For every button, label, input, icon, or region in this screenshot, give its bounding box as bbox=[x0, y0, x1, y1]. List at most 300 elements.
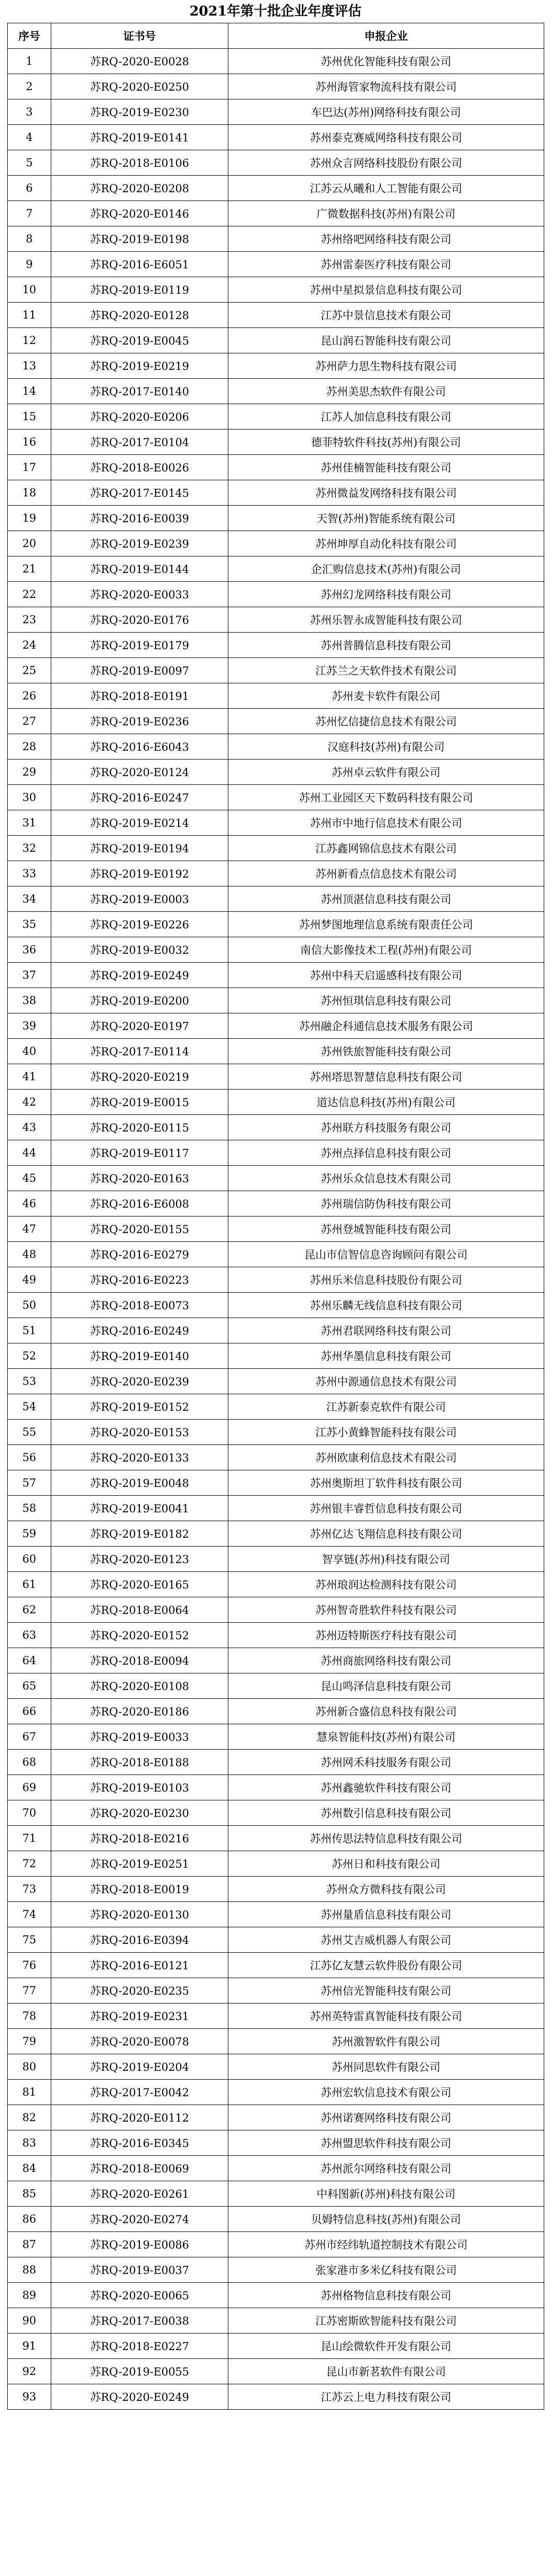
cell-index: 49 bbox=[8, 1267, 51, 1293]
table-row bbox=[8, 1115, 544, 1140]
table-row bbox=[8, 1090, 544, 1115]
table-row bbox=[8, 1217, 544, 1242]
cell-company: 苏州麦卡软件有限公司 bbox=[228, 683, 544, 709]
enterprise-table bbox=[7, 23, 544, 2410]
cell-index: 12 bbox=[8, 328, 51, 353]
table-row bbox=[8, 1927, 544, 1953]
cell-certificate: 苏RQ-2020-E0028 bbox=[51, 49, 228, 74]
cell-company: 苏州欧康利信息技术有限公司 bbox=[228, 1445, 544, 1470]
cell-index: 66 bbox=[8, 1699, 51, 1724]
cell-certificate: 苏RQ-2019-E0045 bbox=[51, 328, 228, 353]
cell-company: 江苏鑫网锦信息技术有限公司 bbox=[228, 836, 544, 861]
cell-certificate: 苏RQ-2019-E0239 bbox=[51, 531, 228, 556]
cell-certificate: 苏RQ-2020-E0219 bbox=[51, 1064, 228, 1090]
header-certificate: 证书号 bbox=[51, 23, 228, 49]
cell-certificate: 苏RQ-2020-E0230 bbox=[51, 1800, 228, 1826]
cell-certificate: 苏RQ-2019-E0055 bbox=[51, 2359, 228, 2384]
cell-company: 苏州亿达飞翔信息科技有限公司 bbox=[228, 1521, 544, 1547]
cell-index: 4 bbox=[8, 125, 51, 150]
table-row bbox=[8, 1013, 544, 1039]
cell-index: 68 bbox=[8, 1750, 51, 1775]
table-row bbox=[8, 1470, 544, 1496]
cell-index: 76 bbox=[8, 1953, 51, 1978]
table-row bbox=[8, 1673, 544, 1699]
cell-company: 苏州忆信捷信息技术有限公司 bbox=[228, 709, 544, 734]
table-row bbox=[8, 886, 544, 912]
cell-company: 中科图新(苏州)科技有限公司 bbox=[228, 2181, 544, 2207]
cell-certificate: 苏RQ-2016-E0247 bbox=[51, 785, 228, 810]
cell-index: 13 bbox=[8, 353, 51, 379]
header-company: 申报企业 bbox=[228, 23, 544, 49]
cell-index: 43 bbox=[8, 1115, 51, 1140]
cell-company: 苏州众言网络科技股份有限公司 bbox=[228, 150, 544, 176]
table-row bbox=[8, 2003, 544, 2029]
cell-company: 车巴达(苏州)网络科技有限公司 bbox=[228, 99, 544, 125]
cell-company: 江苏中景信息技术有限公司 bbox=[228, 303, 544, 328]
cell-company: 苏州乐众信息技术有限公司 bbox=[228, 1166, 544, 1191]
cell-company: 苏州同思软件有限公司 bbox=[228, 2054, 544, 2080]
cell-certificate: 苏RQ-2020-E0208 bbox=[51, 176, 228, 201]
cell-company: 南信大影像技术工程(苏州)有限公司 bbox=[228, 937, 544, 963]
cell-company: 江苏新泰克软件有限公司 bbox=[228, 1394, 544, 1420]
table-row bbox=[8, 2130, 544, 2156]
table-row bbox=[8, 455, 544, 480]
cell-index: 83 bbox=[8, 2130, 51, 2156]
table-row bbox=[8, 836, 544, 861]
cell-certificate: 苏RQ-2019-E0230 bbox=[51, 99, 228, 125]
cell-index: 61 bbox=[8, 1572, 51, 1597]
cell-company: 慧泉智能科技(苏州)有限公司 bbox=[228, 1724, 544, 1750]
cell-index: 52 bbox=[8, 1343, 51, 1369]
table-row bbox=[8, 1166, 544, 1191]
cell-company: 苏州工业园区天下数码科技有限公司 bbox=[228, 785, 544, 810]
cell-certificate: 苏RQ-2020-E0152 bbox=[51, 1623, 228, 1648]
table-row bbox=[8, 1140, 544, 1166]
cell-index: 30 bbox=[8, 785, 51, 810]
cell-company: 昆山润石智能科技有限公司 bbox=[228, 328, 544, 353]
cell-certificate: 苏RQ-2019-E0179 bbox=[51, 633, 228, 658]
cell-certificate: 苏RQ-2016-E0039 bbox=[51, 506, 228, 531]
cell-certificate: 苏RQ-2019-E0103 bbox=[51, 1775, 228, 1800]
cell-company: 苏州塔思智慧信息科技有限公司 bbox=[228, 1064, 544, 1090]
cell-company: 江苏云从曦和人工智能有限公司 bbox=[228, 176, 544, 201]
cell-company: 汉庭科技(苏州)有限公司 bbox=[228, 734, 544, 760]
cell-index: 34 bbox=[8, 886, 51, 912]
cell-company: 江苏兰之天软件技术有限公司 bbox=[228, 658, 544, 683]
cell-index: 33 bbox=[8, 861, 51, 886]
table-row bbox=[8, 861, 544, 886]
cell-index: 42 bbox=[8, 1090, 51, 1115]
cell-index: 85 bbox=[8, 2181, 51, 2207]
cell-certificate: 苏RQ-2017-E0145 bbox=[51, 480, 228, 506]
table-row bbox=[8, 2283, 544, 2308]
cell-index: 27 bbox=[8, 709, 51, 734]
table-row bbox=[8, 556, 544, 582]
cell-company: 苏州盟思软件科技有限公司 bbox=[228, 2130, 544, 2156]
cell-company: 江苏人加信息科技有限公司 bbox=[228, 404, 544, 430]
cell-certificate: 苏RQ-2020-E0249 bbox=[51, 2384, 228, 2410]
cell-index: 50 bbox=[8, 1293, 51, 1318]
cell-certificate: 苏RQ-2019-E0119 bbox=[51, 277, 228, 303]
cell-index: 48 bbox=[8, 1242, 51, 1267]
cell-certificate: 苏RQ-2019-E0144 bbox=[51, 556, 228, 582]
table-row bbox=[8, 353, 544, 379]
cell-index: 3 bbox=[8, 99, 51, 125]
cell-company: 苏州新看点信息技术有限公司 bbox=[228, 861, 544, 886]
cell-company: 苏州普腾信息科技有限公司 bbox=[228, 633, 544, 658]
cell-index: 9 bbox=[8, 252, 51, 277]
cell-certificate: 苏RQ-2020-E0186 bbox=[51, 1699, 228, 1724]
cell-certificate: 苏RQ-2019-E0141 bbox=[51, 125, 228, 150]
table-row bbox=[8, 1851, 544, 1877]
cell-company: 苏州梦图地理信息系统有限责任公司 bbox=[228, 912, 544, 937]
table-row bbox=[8, 1724, 544, 1750]
cell-index: 55 bbox=[8, 1420, 51, 1445]
table-row bbox=[8, 2080, 544, 2105]
cell-index: 5 bbox=[8, 150, 51, 176]
table-row bbox=[8, 379, 544, 404]
cell-company: 苏州点择信息科技有限公司 bbox=[228, 1140, 544, 1166]
table-row bbox=[8, 1293, 544, 1318]
cell-company: 苏州华墨信息科技有限公司 bbox=[228, 1343, 544, 1369]
cell-certificate: 苏RQ-2020-E0274 bbox=[51, 2207, 228, 2232]
cell-certificate: 苏RQ-2018-E0019 bbox=[51, 1877, 228, 1902]
table-row bbox=[8, 1267, 544, 1293]
cell-index: 84 bbox=[8, 2156, 51, 2181]
cell-index: 79 bbox=[8, 2029, 51, 2054]
cell-index: 32 bbox=[8, 836, 51, 861]
cell-index: 93 bbox=[8, 2384, 51, 2410]
cell-index: 6 bbox=[8, 176, 51, 201]
cell-index: 86 bbox=[8, 2207, 51, 2232]
cell-certificate: 苏RQ-2019-E0226 bbox=[51, 912, 228, 937]
cell-index: 28 bbox=[8, 734, 51, 760]
table-row bbox=[8, 1699, 544, 1724]
cell-certificate: 苏RQ-2020-E0124 bbox=[51, 760, 228, 785]
table-row bbox=[8, 633, 544, 658]
table-row bbox=[8, 1953, 544, 1978]
cell-certificate: 苏RQ-2019-E0041 bbox=[51, 1496, 228, 1521]
cell-company: 苏州诺赛网络科技有限公司 bbox=[228, 2105, 544, 2130]
cell-index: 47 bbox=[8, 1217, 51, 1242]
cell-certificate: 苏RQ-2019-E0015 bbox=[51, 1090, 228, 1115]
cell-index: 72 bbox=[8, 1851, 51, 1877]
cell-index: 35 bbox=[8, 912, 51, 937]
cell-index: 87 bbox=[8, 2232, 51, 2257]
cell-certificate: 苏RQ-2020-E0206 bbox=[51, 404, 228, 430]
cell-company: 苏州中科天启遥感科技有限公司 bbox=[228, 963, 544, 988]
cell-company: 苏州恒琪信息科技有限公司 bbox=[228, 988, 544, 1013]
cell-certificate: 苏RQ-2016-E6008 bbox=[51, 1191, 228, 1217]
cell-index: 31 bbox=[8, 810, 51, 836]
cell-company: 苏州坤厚自动化科技有限公司 bbox=[228, 531, 544, 556]
cell-company: 苏州市经纬轨道控制技术有限公司 bbox=[228, 2232, 544, 2257]
cell-certificate: 苏RQ-2020-E0250 bbox=[51, 74, 228, 99]
table-row bbox=[8, 1800, 544, 1826]
cell-certificate: 苏RQ-2020-E0065 bbox=[51, 2283, 228, 2308]
cell-certificate: 苏RQ-2018-E0069 bbox=[51, 2156, 228, 2181]
cell-certificate: 苏RQ-2020-E0108 bbox=[51, 1673, 228, 1699]
cell-index: 71 bbox=[8, 1826, 51, 1851]
cell-certificate: 苏RQ-2020-E0033 bbox=[51, 582, 228, 607]
cell-index: 37 bbox=[8, 963, 51, 988]
cell-index: 69 bbox=[8, 1775, 51, 1800]
table-row bbox=[8, 1343, 544, 1369]
cell-certificate: 苏RQ-2019-E0231 bbox=[51, 2003, 228, 2029]
cell-certificate: 苏RQ-2020-E0235 bbox=[51, 1978, 228, 2003]
cell-certificate: 苏RQ-2020-E0130 bbox=[51, 1902, 228, 1927]
cell-index: 54 bbox=[8, 1394, 51, 1420]
cell-certificate: 苏RQ-2019-E0037 bbox=[51, 2257, 228, 2283]
cell-index: 63 bbox=[8, 1623, 51, 1648]
cell-company: 苏州乐智永成智能科技有限公司 bbox=[228, 607, 544, 633]
cell-index: 29 bbox=[8, 760, 51, 785]
cell-company: 苏州网禾科技服务有限公司 bbox=[228, 1750, 544, 1775]
table-row bbox=[8, 99, 544, 125]
cell-certificate: 苏RQ-2016-E0223 bbox=[51, 1267, 228, 1293]
cell-index: 10 bbox=[8, 277, 51, 303]
cell-certificate: 苏RQ-2019-E0152 bbox=[51, 1394, 228, 1420]
cell-index: 58 bbox=[8, 1496, 51, 1521]
table-row bbox=[8, 785, 544, 810]
table-row bbox=[8, 1902, 544, 1927]
cell-index: 18 bbox=[8, 480, 51, 506]
cell-certificate: 苏RQ-2018-E0026 bbox=[51, 455, 228, 480]
cell-index: 75 bbox=[8, 1927, 51, 1953]
cell-company: 贝姆特信息科技(苏州)有限公司 bbox=[228, 2207, 544, 2232]
cell-company: 苏州融企科通信息技术服务有限公司 bbox=[228, 1013, 544, 1039]
table-row bbox=[8, 1445, 544, 1470]
cell-index: 62 bbox=[8, 1597, 51, 1623]
table-row bbox=[8, 430, 544, 455]
cell-index: 77 bbox=[8, 1978, 51, 2003]
cell-certificate: 苏RQ-2018-E0227 bbox=[51, 2334, 228, 2359]
header-row bbox=[8, 23, 544, 49]
cell-company: 昆山市新茗软件有限公司 bbox=[228, 2359, 544, 2384]
cell-certificate: 苏RQ-2016-E0121 bbox=[51, 1953, 228, 1978]
cell-index: 60 bbox=[8, 1547, 51, 1572]
table-row bbox=[8, 1623, 544, 1648]
cell-company: 苏州美思杰软件有限公司 bbox=[228, 379, 544, 404]
cell-certificate: 苏RQ-2019-E0033 bbox=[51, 1724, 228, 1750]
cell-company: 江苏小黄蜂智能科技有限公司 bbox=[228, 1420, 544, 1445]
cell-index: 53 bbox=[8, 1369, 51, 1394]
cell-company: 苏州银丰睿哲信息科技有限公司 bbox=[228, 1496, 544, 1521]
table-row bbox=[8, 607, 544, 633]
cell-certificate: 苏RQ-2019-E0032 bbox=[51, 937, 228, 963]
table-row bbox=[8, 125, 544, 150]
cell-index: 14 bbox=[8, 379, 51, 404]
cell-company: 广微数据科技(苏州)有限公司 bbox=[228, 201, 544, 226]
cell-company: 苏州海管家物流科技有限公司 bbox=[228, 74, 544, 99]
cell-company: 苏州络吧网络科技有限公司 bbox=[228, 226, 544, 252]
table-row bbox=[8, 1496, 544, 1521]
cell-certificate: 苏RQ-2020-E0123 bbox=[51, 1547, 228, 1572]
cell-index: 91 bbox=[8, 2334, 51, 2359]
cell-company: 苏州传思法特信息科技有限公司 bbox=[228, 1826, 544, 1851]
table-row bbox=[8, 1191, 544, 1217]
cell-index: 92 bbox=[8, 2359, 51, 2384]
table-row bbox=[8, 2029, 544, 2054]
cell-company: 苏州数引信息科技有限公司 bbox=[228, 1800, 544, 1826]
cell-company: 企汇购信息技术(苏州)有限公司 bbox=[228, 556, 544, 582]
cell-company: 苏州卓云软件有限公司 bbox=[228, 760, 544, 785]
cell-certificate: 苏RQ-2019-E0236 bbox=[51, 709, 228, 734]
table-row bbox=[8, 1369, 544, 1394]
cell-company: 苏州顶湛信息科技有限公司 bbox=[228, 886, 544, 912]
cell-index: 67 bbox=[8, 1724, 51, 1750]
table-row bbox=[8, 810, 544, 836]
cell-certificate: 苏RQ-2017-E0114 bbox=[51, 1039, 228, 1064]
cell-certificate: 苏RQ-2019-E0249 bbox=[51, 963, 228, 988]
header-index: 序号 bbox=[8, 23, 51, 49]
cell-index: 25 bbox=[8, 658, 51, 683]
cell-certificate: 苏RQ-2017-E0042 bbox=[51, 2080, 228, 2105]
cell-certificate: 苏RQ-2019-E0117 bbox=[51, 1140, 228, 1166]
cell-company: 苏州量盾信息科技有限公司 bbox=[228, 1902, 544, 1927]
cell-company: 苏州乐米信息科技股份有限公司 bbox=[228, 1267, 544, 1293]
table-row bbox=[8, 2257, 544, 2283]
table-row bbox=[8, 1750, 544, 1775]
table-row bbox=[8, 2384, 544, 2410]
cell-index: 38 bbox=[8, 988, 51, 1013]
cell-index: 19 bbox=[8, 506, 51, 531]
evaluation-sheet bbox=[7, 0, 544, 2410]
cell-index: 80 bbox=[8, 2054, 51, 2080]
cell-certificate: 苏RQ-2020-E0146 bbox=[51, 201, 228, 226]
cell-index: 40 bbox=[8, 1039, 51, 1064]
table-row bbox=[8, 734, 544, 760]
cell-company: 苏州琅润达检测科技有限公司 bbox=[228, 1572, 544, 1597]
table-row bbox=[8, 176, 544, 201]
table-row bbox=[8, 1521, 544, 1547]
cell-company: 苏州格物信息科技有限公司 bbox=[228, 2283, 544, 2308]
cell-index: 44 bbox=[8, 1140, 51, 1166]
cell-company: 德菲特软件科技(苏州)有限公司 bbox=[228, 430, 544, 455]
table-row bbox=[8, 2359, 544, 2384]
table-row bbox=[8, 201, 544, 226]
cell-certificate: 苏RQ-2019-E0192 bbox=[51, 861, 228, 886]
cell-index: 21 bbox=[8, 556, 51, 582]
cell-company: 苏州优化智能科技有限公司 bbox=[228, 49, 544, 74]
cell-certificate: 苏RQ-2018-E0073 bbox=[51, 1293, 228, 1318]
table-row bbox=[8, 1420, 544, 1445]
table-row bbox=[8, 1572, 544, 1597]
table-row bbox=[8, 658, 544, 683]
table-row bbox=[8, 2181, 544, 2207]
cell-company: 苏州奥斯坦丁软件科技有限公司 bbox=[228, 1470, 544, 1496]
cell-index: 57 bbox=[8, 1470, 51, 1496]
cell-index: 89 bbox=[8, 2283, 51, 2308]
cell-certificate: 苏RQ-2019-E0204 bbox=[51, 2054, 228, 2080]
cell-index: 17 bbox=[8, 455, 51, 480]
table-row bbox=[8, 709, 544, 734]
cell-company: 苏州市中地行信息技术有限公司 bbox=[228, 810, 544, 836]
cell-company: 苏州泰克赛威网络科技有限公司 bbox=[228, 125, 544, 150]
cell-index: 23 bbox=[8, 607, 51, 633]
cell-company: 苏州瑞信防伪科技有限公司 bbox=[228, 1191, 544, 1217]
cell-company: 苏州艾吉威机器人有限公司 bbox=[228, 1927, 544, 1953]
cell-index: 39 bbox=[8, 1013, 51, 1039]
cell-certificate: 苏RQ-2018-E0106 bbox=[51, 150, 228, 176]
cell-certificate: 苏RQ-2019-E0140 bbox=[51, 1343, 228, 1369]
table-row bbox=[8, 1978, 544, 2003]
cell-company: 江苏云上电力科技有限公司 bbox=[228, 2384, 544, 2410]
cell-company: 苏州商旅网络科技有限公司 bbox=[228, 1648, 544, 1673]
cell-certificate: 苏RQ-2018-E0188 bbox=[51, 1750, 228, 1775]
cell-certificate: 苏RQ-2019-E0003 bbox=[51, 886, 228, 912]
cell-certificate: 苏RQ-2016-E6043 bbox=[51, 734, 228, 760]
cell-index: 65 bbox=[8, 1673, 51, 1699]
cell-company: 苏州中星拟景信息科技有限公司 bbox=[228, 277, 544, 303]
cell-company: 昆山市信智信息咨询顾问有限公司 bbox=[228, 1242, 544, 1267]
cell-index: 11 bbox=[8, 303, 51, 328]
cell-index: 56 bbox=[8, 1445, 51, 1470]
cell-company: 苏州派尔网络科技有限公司 bbox=[228, 2156, 544, 2181]
table-row bbox=[8, 2334, 544, 2359]
cell-company: 张家港市多米亿科技有限公司 bbox=[228, 2257, 544, 2283]
cell-index: 51 bbox=[8, 1318, 51, 1343]
cell-company: 苏州中源通信息技术有限公司 bbox=[228, 1369, 544, 1394]
table-row bbox=[8, 1826, 544, 1851]
cell-certificate: 苏RQ-2017-E0104 bbox=[51, 430, 228, 455]
cell-certificate: 苏RQ-2018-E0064 bbox=[51, 1597, 228, 1623]
table-row bbox=[8, 404, 544, 430]
cell-company: 昆山绘微软件开发有限公司 bbox=[228, 2334, 544, 2359]
table-row bbox=[8, 277, 544, 303]
table-row bbox=[8, 1039, 544, 1064]
cell-certificate: 苏RQ-2020-E0176 bbox=[51, 607, 228, 633]
cell-company: 苏州迈特斯医疗科技有限公司 bbox=[228, 1623, 544, 1648]
cell-certificate: 苏RQ-2019-E0198 bbox=[51, 226, 228, 252]
cell-company: 苏州微益发网络科技有限公司 bbox=[228, 480, 544, 506]
cell-company: 苏州鑫驰软件科技有限公司 bbox=[228, 1775, 544, 1800]
cell-certificate: 苏RQ-2019-E0194 bbox=[51, 836, 228, 861]
cell-index: 78 bbox=[8, 2003, 51, 2029]
cell-index: 70 bbox=[8, 1800, 51, 1826]
cell-index: 15 bbox=[8, 404, 51, 430]
table-row bbox=[8, 1242, 544, 1267]
cell-company: 苏州君联网络科技有限公司 bbox=[228, 1318, 544, 1343]
cell-certificate: 苏RQ-2020-E0197 bbox=[51, 1013, 228, 1039]
cell-certificate: 苏RQ-2017-E0038 bbox=[51, 2308, 228, 2334]
cell-company: 苏州众方微科技有限公司 bbox=[228, 1877, 544, 1902]
cell-company: 苏州信光智能科技有限公司 bbox=[228, 1978, 544, 2003]
cell-company: 苏州乐麟无线信息科技有限公司 bbox=[228, 1293, 544, 1318]
cell-certificate: 苏RQ-2019-E0200 bbox=[51, 988, 228, 1013]
cell-certificate: 苏RQ-2020-E0153 bbox=[51, 1420, 228, 1445]
table-row bbox=[8, 2232, 544, 2257]
cell-company: 苏州萨力思生物科技有限公司 bbox=[228, 353, 544, 379]
cell-index: 41 bbox=[8, 1064, 51, 1090]
table-row bbox=[8, 1648, 544, 1673]
table-row bbox=[8, 150, 544, 176]
cell-certificate: 苏RQ-2019-E0219 bbox=[51, 353, 228, 379]
cell-index: 2 bbox=[8, 74, 51, 99]
cell-company: 苏州雷泰医疗科技有限公司 bbox=[228, 252, 544, 277]
cell-company: 苏州宏软信息技术有限公司 bbox=[228, 2080, 544, 2105]
cell-certificate: 苏RQ-2018-E0094 bbox=[51, 1648, 228, 1673]
cell-certificate: 苏RQ-2020-E0163 bbox=[51, 1166, 228, 1191]
cell-certificate: 苏RQ-2020-E0155 bbox=[51, 1217, 228, 1242]
page-title: 2021年第十批企业年度评估 bbox=[189, 4, 362, 19]
cell-company: 智享链(苏州)科技有限公司 bbox=[228, 1547, 544, 1572]
cell-certificate: 苏RQ-2019-E0097 bbox=[51, 658, 228, 683]
table-row bbox=[8, 480, 544, 506]
table-row bbox=[8, 937, 544, 963]
cell-company: 江苏亿友慧云软件股份有限公司 bbox=[228, 1953, 544, 1978]
cell-certificate: 苏RQ-2020-E0165 bbox=[51, 1572, 228, 1597]
